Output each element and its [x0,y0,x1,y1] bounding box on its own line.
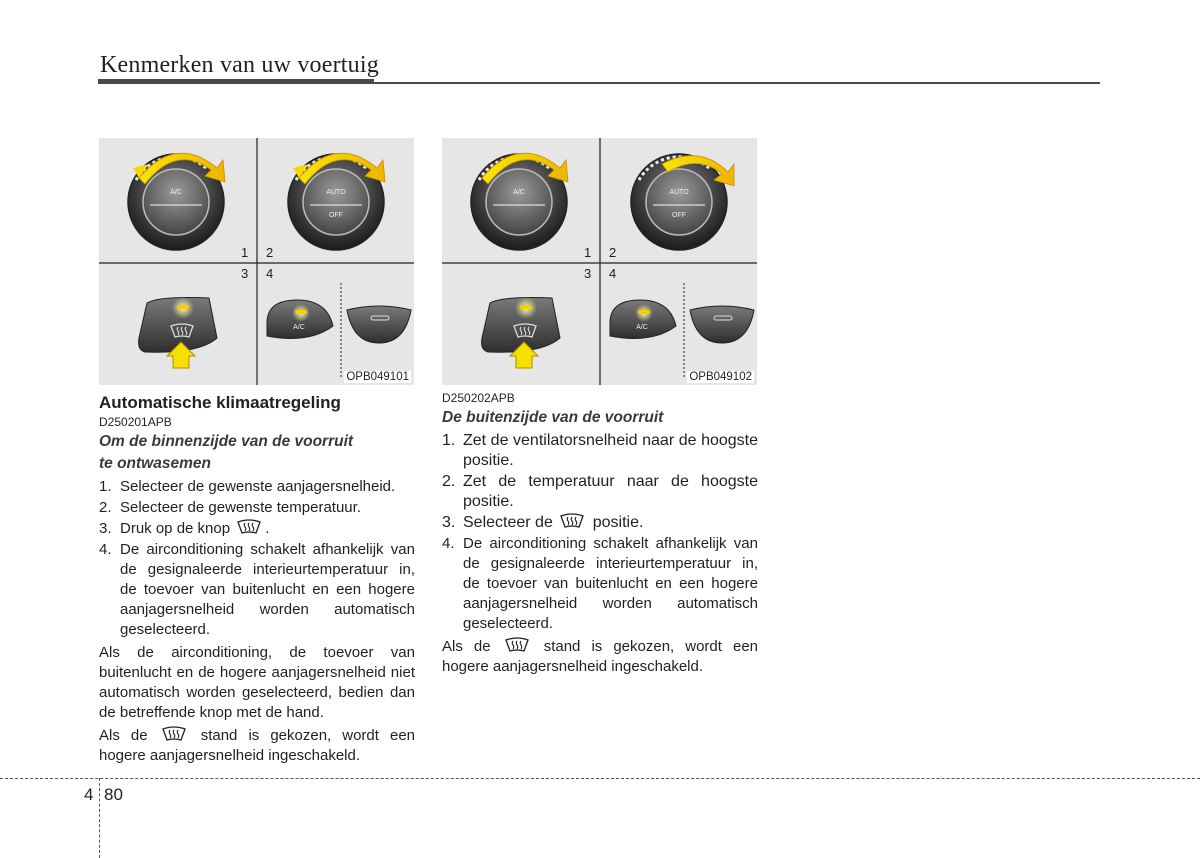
list-item: 4. De airconditioning schakelt afhankelijk van de gesignaleerde interieurtemperatuur in, de toevoer van buitenlucht en een hogere aanjagersnelheid worden automatisch geselecteerd. [442,535,758,632]
svg-text:A/C: A/C [293,324,305,331]
knob-off-label: OFF [329,212,343,219]
list-item: 3. Druk op de knop . [99,520,270,537]
svg-text:OFF: OFF [672,212,686,219]
quadrant-label: 4 [266,266,274,281]
quadrant-label: 1 [584,245,592,260]
front-defrost-icon [161,726,188,743]
figure-illustration [99,138,414,385]
list-item: 1. Selecteer de gewenste aanjagersnelheid. [99,478,396,495]
steps-list [442,431,758,634]
header-rule [98,79,374,84]
paragraph: Als de stand is gekozen, wordt een hogere aanjagersnelheid ingeschakeld. [442,638,759,675]
quadrant-label: 2 [266,245,274,260]
page-number: 80 [104,785,123,804]
figure-code: OPB049102 [689,371,752,383]
knob-ac-label: A/C [170,189,182,196]
front-defrost-icon [236,519,263,536]
front-defrost-button-icon [482,297,560,352]
subsection-title: De buitenzijde van de voorruit [442,409,664,426]
front-defrost-icon [559,513,586,530]
figure-outside-defrost [442,138,757,385]
left-text-column [99,392,415,766]
section-title: Automatische klimaatregeling [99,393,341,412]
list-item: 4. De airconditioning schakelt afhankelijk van de gesignaleerde interieurtemperatuur in, de toevoer van buitenlucht en een hogere aanjagersnelheid worden automatisch geselecteerd. [99,541,415,638]
svg-text:AUTO: AUTO [669,189,689,196]
section-code: D250202APB [442,391,515,405]
footer-divider-vertical [99,778,100,858]
footer-divider [0,778,1200,779]
steps-list [99,477,415,640]
list-item: 2. Zet de temperatuur naar de hoogste positie. [442,473,758,510]
knob-auto-label: AUTO [326,189,346,196]
figure-illustration [442,138,757,385]
paragraph: Als de airconditioning, de toevoer van buitenlucht en de hogere aanjagersnelheid niet automatisch worden geselecteerd, bedien dan de betreffende knop met de hand. [99,644,415,721]
ac-button-icon [610,300,676,338]
quadrant-label: 2 [609,245,617,260]
recirculation-button-icon [690,306,754,343]
quadrant-label: 1 [241,245,249,260]
svg-text:A/C: A/C [636,324,648,331]
front-defrost-button-icon [139,297,217,352]
page-header-title: Kenmerken van uw voertuig [100,52,379,78]
header-rule-line [374,82,1100,84]
chapter-number: 4 [84,785,94,804]
list-item: 1. Zet de ventilatorsnelheid naar de hoogste positie. [442,432,758,469]
temperature-knob-icon [631,154,727,250]
quadrant-label: 3 [241,266,249,281]
quadrant-label: 4 [609,266,617,281]
svg-text:A/C: A/C [513,189,525,196]
figure-inside-defog [99,138,414,385]
section-code: D250201APB [99,415,172,429]
list-item: 2. Selecteer de gewenste temperatuur. [99,499,361,516]
list-item: 3. Selecteer de positie. [442,514,644,531]
front-defrost-icon [504,637,531,654]
figure-code: OPB049101 [346,371,409,383]
paragraph: Als de stand is gekozen, wordt een hogere aanjagersnelheid ingeschakeld. [99,727,416,764]
quadrant-label: 3 [584,266,592,281]
right-text-column [442,390,758,677]
ac-button-icon [267,300,333,338]
recirculation-button-icon [347,306,411,343]
subsection-title: Om de binnenzijde van de voorruit te ontwasemen [99,433,354,472]
